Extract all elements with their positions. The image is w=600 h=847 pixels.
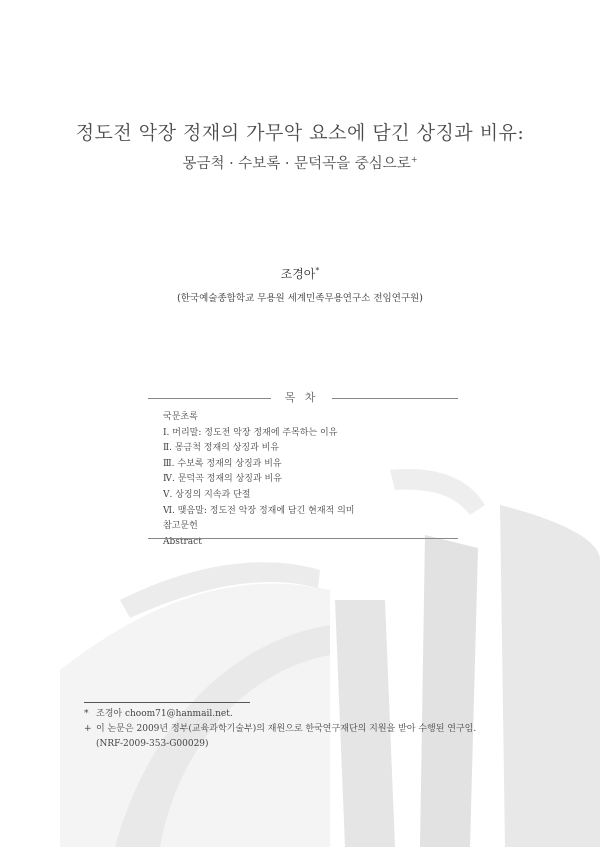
toc-item: Ⅰ. 머리말: 정도전 악장 정재에 주목하는 이유 [163, 427, 338, 438]
toc-item: Ⅳ. 문덕곡 정재의 상징과 비유 [163, 474, 282, 485]
decor-stroke-right [420, 535, 478, 847]
toc-list [163, 410, 354, 550]
subtitle-footnote-mark: + [410, 155, 418, 165]
toc-heading: 목 차 [284, 391, 319, 404]
toc-item: Ⅱ. 몽금척 정재의 상징과 비유 [163, 443, 280, 454]
footnote-mark: + [84, 724, 92, 734]
footnote-text: (NRF-2009-353-G00029) [96, 739, 209, 749]
footnote-text: 이 논문은 2009년 정부(교육과학기술부)의 재원으로 한국연구재단의 지원을 받아 수행된 연구임. [96, 724, 477, 734]
author-text: 조경아 [280, 267, 316, 281]
toc-item: Ⅲ. 수보록 정재의 상징과 비유 [163, 458, 282, 469]
footnote-text: 조경아 choom71@hanmail.net. [96, 709, 233, 719]
decor-stroke-far-right [500, 505, 600, 847]
toc-item: 참고문헌 [163, 521, 198, 532]
footnote-author [84, 707, 524, 722]
paper-title: 정도전 악장 정재의 가무악 요소에 담긴 상징과 비유: [75, 122, 525, 144]
decor-stroke-hook [390, 469, 485, 515]
toc-item: Abstract [163, 536, 202, 547]
paper-subtitle [0, 152, 600, 173]
footnote-mark: * [84, 709, 89, 719]
author-footnote-mark: * [315, 266, 320, 275]
footnote-funding [84, 722, 524, 737]
author-name [0, 265, 600, 282]
toc-item: 국문초록 [163, 412, 198, 422]
footnotes [84, 707, 524, 752]
toc-item: Ⅵ. 맺음말: 정도전 악장 정재에 담긴 현재적 의미 [163, 505, 355, 516]
toc-bottom-rule [148, 538, 458, 539]
footnote-grant-number [84, 737, 524, 752]
toc-item: Ⅴ. 상징의 지속과 단절 [163, 489, 251, 500]
footnote-rule [84, 702, 250, 703]
toc-rule-right [332, 398, 458, 399]
subtitle-text: 몽금척 · 수보록 · 문덕곡을 중심으로 [182, 156, 411, 172]
toc-rule-left [148, 398, 271, 399]
author-affiliation: (한국예술종합학교 무용원 세계민족무용연구소 전임연구원) [177, 293, 423, 304]
